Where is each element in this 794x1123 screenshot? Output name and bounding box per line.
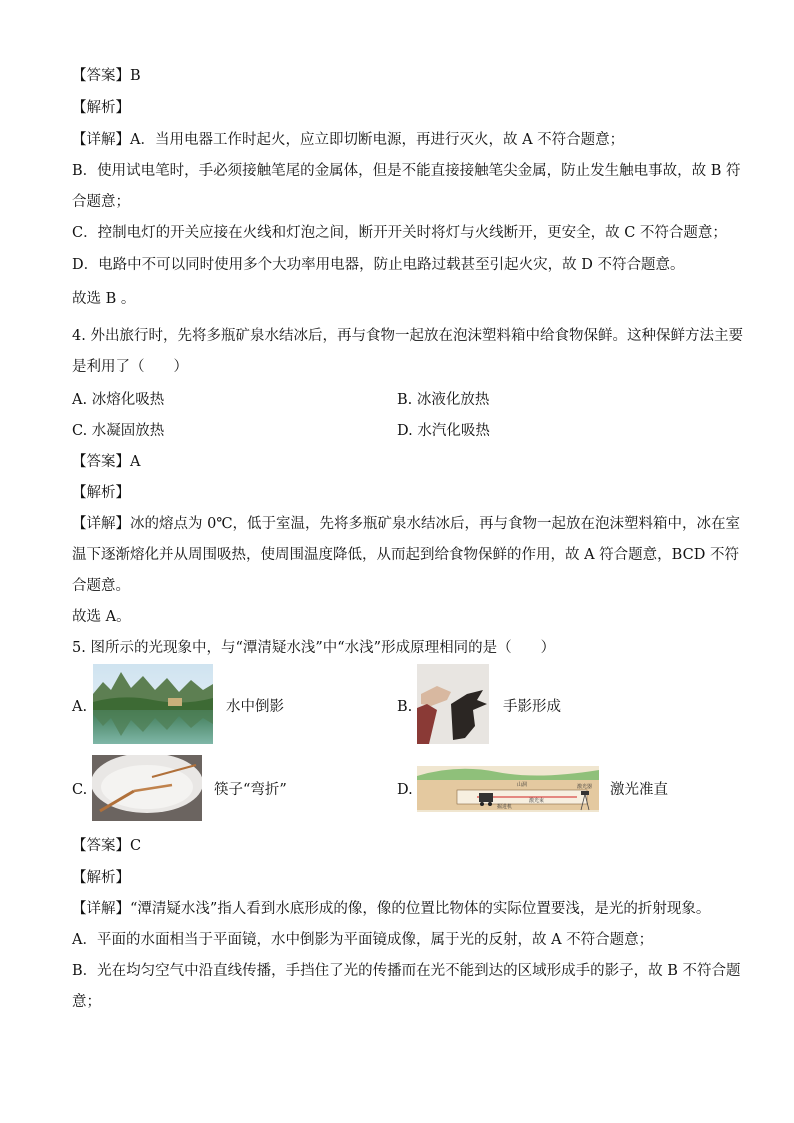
q4-answer: 【答案】A <box>72 454 141 470</box>
q4-option-c: C. 水凝固放热 <box>72 423 165 439</box>
q4-stem-line1: 4. 外出旅行时，先将多瓶矿泉水结冰后，再与食物一起放在泡沫塑料箱中给食物保鲜。这种保鲜方法主要 <box>72 328 743 344</box>
q3-choose: 故选 B 。 <box>72 291 136 307</box>
q5-detail: 【详解】“潭清疑水浅”指人看到水底形成的像，像的位置比物体的实际位置要浅，是光的折射现象。 <box>72 901 711 917</box>
q5-option-b-letter: B. <box>397 699 413 715</box>
reflection-photo <box>93 664 213 744</box>
q5-stem: 5. 图所示的光现象中，与“潭清疑水浅”中“水浅”形成原理相同的是（ ） <box>72 640 556 656</box>
q5-option-d-text: 激光准直 <box>610 782 668 798</box>
q3-answer: 【答案】B <box>72 68 141 84</box>
q5-option-d-letter: D. <box>397 782 413 798</box>
q5-option-a-text: 水中倒影 <box>226 699 284 715</box>
q4-stem-line2: 是利用了（ ） <box>72 359 188 375</box>
q3-detail-d: D．电路中不可以同时使用多个大功率用电器，防止电路过载甚至引起火灾，故 D 不符合题意。 <box>72 257 685 273</box>
q5-detail-a: A．平面的水面相当于平面镜，水中倒影为平面镜成像，属于光的反射，故 A 不符合题意； <box>72 932 654 948</box>
q4-option-d: D. 水汽化吸热 <box>397 423 490 439</box>
q3-detail-c: C．控制电灯的开关应接在火线和灯泡之间，断开开关时将灯与火线断开，更安全，故 C 不符合题意； <box>72 225 727 241</box>
q5-detail-b-line2: 意； <box>72 994 101 1010</box>
q3-detail-b-line1: B．使用试电笔时，手必须接触笔尾的金属体，但是不能直接接触笔尖金属，防止发生触电事故，故 B 符 <box>72 163 741 179</box>
q4-detail-line3: 合题意。 <box>72 578 130 594</box>
q5-answer: 【答案】C <box>72 838 142 854</box>
q5-detail-b-line1: B．光在均匀空气中沿直线传播，手挡住了光的传播而在光不能到达的区域形成手的影子，故 B 不符合题 <box>72 963 741 979</box>
q5-option-b-text: 手影形成 <box>503 699 561 715</box>
laser-tunnel-diagram <box>417 766 599 812</box>
q4-option-b: B. 冰液化放热 <box>397 392 490 408</box>
tunnel-label: 山洞 <box>517 782 528 788</box>
q3-analysis-heading: 【解析】 <box>72 100 130 116</box>
q3-detail-a: 【详解】A．当用电器工作时起火，应立即切断电源，再进行灭火，故 A 不符合题意； <box>72 132 625 148</box>
laser-device-label: 激光器 <box>577 784 593 790</box>
q4-choose: 故选 A。 <box>72 609 131 625</box>
q5-option-c-letter: C. <box>72 782 88 798</box>
q4-detail-line2: 温下逐渐熔化并从周围吸热，使周围温度降低，从而起到给食物保鲜的作用，故 A 符合题意，BCD 不符 <box>72 547 739 563</box>
q4-analysis-heading: 【解析】 <box>72 485 130 501</box>
q5-option-c-text: 筷子“弯折” <box>214 782 287 798</box>
q5-analysis-heading: 【解析】 <box>72 870 130 886</box>
tunneling-machine-label: 掘进机 <box>497 804 513 810</box>
q4-detail-line1: 【详解】冰的熔点为 0℃，低于室温，先将多瓶矿泉水结冰后，再与食物一起放在泡沫塑料箱中，冰在室 <box>72 516 741 532</box>
chopsticks-bowl-photo <box>92 755 202 821</box>
hand-shadow-photo <box>417 664 489 744</box>
q4-option-a: A. 冰熔化吸热 <box>72 392 165 408</box>
laser-beam-label: 激光束 <box>529 798 545 804</box>
q3-detail-b-line2: 合题意； <box>72 194 130 210</box>
q5-option-a-letter: A. <box>72 699 88 715</box>
